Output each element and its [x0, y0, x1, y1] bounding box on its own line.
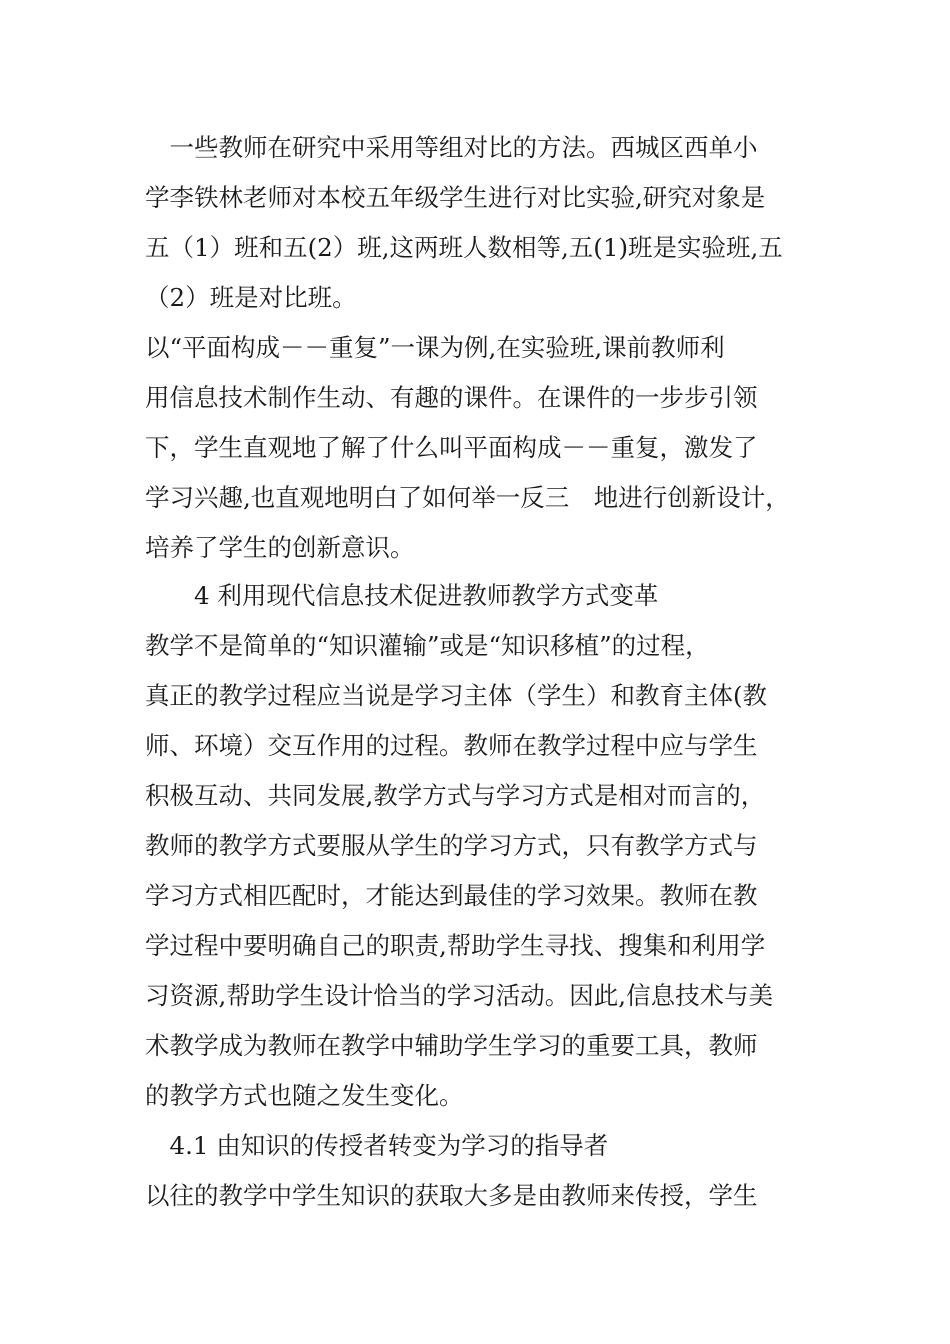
text-line: 用信息技术制作生动、有趣的课件。在课件的一步步引领	[145, 383, 758, 412]
text-line: 师、环境）交互作用的过程。教师在教学过程中应与学生	[145, 731, 758, 760]
text-line: 真正的教学过程应当说是学习主体（学生）和教育主体(教	[145, 681, 768, 710]
text-line: 学李铁林老师对本校五年级学生进行对比实验,研究对象是	[145, 183, 766, 212]
section-heading: 4 利用现代信息技术促进教师教学方式变革	[145, 581, 659, 610]
text-line: （2）班是对比班。	[145, 283, 357, 312]
subsection-heading: 4.1 由知识的传授者转变为学习的指导者	[145, 1131, 609, 1160]
text-line: 培养了学生的创新意识。	[145, 533, 415, 562]
text-line: 五（1）班和五(2）班,这两班人数相等,五(1)班是实验班,五	[145, 233, 783, 262]
text-line: 积极互动、共同发展,教学方式与学习方式是相对而言的，	[145, 781, 766, 810]
text-line: 术教学成为教师在教学中辅助学生学习的重要工具，教师	[145, 1031, 758, 1060]
text-line: 习资源,帮助学生设计恰当的学习活动。因此,信息技术与美	[145, 981, 774, 1010]
text-line: 学习方式相匹配时，才能达到最佳的学习效果。教师在教	[145, 881, 758, 910]
text-line: 一些教师在研究中采用等组对比的方法。西城区西单小	[145, 133, 758, 162]
text-line: 学过程中要明确自己的职责,帮助学生寻找、搜集和利用学	[145, 931, 766, 960]
text-line: 以“平面构成－－重复”一课为例,在实验班,课前教师利	[145, 333, 725, 362]
text-line: 下，学生直观地了解了什么叫平面构成－－重复，激发了	[145, 433, 758, 462]
text-line: 以往的教学中学生知识的获取大多是由教师来传授，学生	[145, 1181, 758, 1210]
text-line: 的教学方式也随之发生变化。	[145, 1081, 464, 1110]
text-line: 教师的教学方式要服从学生的学习方式，只有教学方式与	[145, 831, 758, 860]
text-line: 学习兴趣,也直观地明白了如何举一反三 地进行创新设计，	[145, 483, 790, 512]
text-line: 教学不是简单的“知识灌输”或是“知识移植”的过程，	[145, 631, 710, 660]
